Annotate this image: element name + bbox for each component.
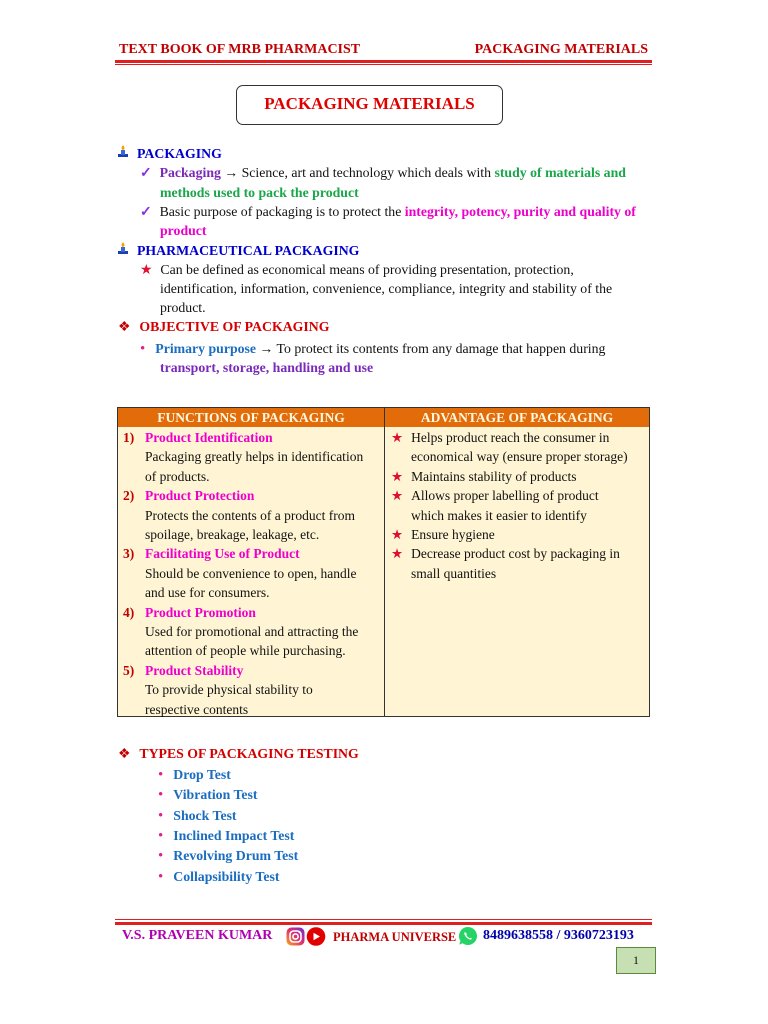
function-title <box>123 486 254 505</box>
star-icon: ★ <box>391 468 404 484</box>
packaging-item-2-cont: product <box>160 223 207 238</box>
advantage-text: Decrease product cost by packaging in <box>411 546 620 562</box>
testing-item <box>158 765 231 786</box>
arrow: → <box>259 341 274 356</box>
function-name: Product Protection <box>145 488 255 504</box>
function-number: 1) <box>123 430 135 445</box>
header-rule <box>115 60 652 63</box>
highlight-text: integrity, potency, purity and quality of <box>404 204 636 219</box>
bullet-icon: • <box>140 341 146 357</box>
function-number: 5) <box>123 662 135 678</box>
testing-item-label: Inclined Impact Test <box>173 827 295 843</box>
packaging-item-1 <box>140 163 626 183</box>
testing-item-label: Shock Test <box>173 807 237 823</box>
bullet-icon: • <box>158 787 164 804</box>
check-icon: ✓ <box>140 204 152 219</box>
col-header-functions: FUNCTIONS OF PACKAGING <box>157 410 345 425</box>
bullet-icon: • <box>158 868 164 885</box>
function-name: Product Stability <box>145 662 244 678</box>
function-number: 4) <box>123 604 135 620</box>
advantage-text: Helps product reach the consumer in <box>411 430 610 445</box>
function-number: 3) <box>123 546 135 562</box>
advantage-item: small quantities <box>411 565 497 581</box>
testing-item <box>158 846 298 867</box>
function-description: To provide physical stability to <box>145 682 313 698</box>
advantage-text: Allows proper labelling of product <box>411 488 599 504</box>
pharma-line-3: product. <box>160 300 206 315</box>
function-name: Product Identification <box>145 430 273 445</box>
testing-item <box>158 826 294 847</box>
bullet-icon: • <box>158 807 164 824</box>
testing-item <box>158 785 257 806</box>
section-heading: OBJECTIVE OF PACKAGING <box>139 319 330 334</box>
definition-text: Science, art and technology which deals with <box>241 165 492 180</box>
advantage-item: economical way (ensure proper storage) <box>411 449 628 465</box>
section-heading: PHARMACEUTICAL PACKAGING <box>137 243 360 258</box>
body-text: To protect its contents from any damage that happen during <box>276 341 606 356</box>
section-objective <box>118 317 329 337</box>
packaging-item-1-cont: methods used to pack the product <box>160 185 359 200</box>
function-description: Packaging greatly helps in identification <box>145 449 364 465</box>
function-name: Facilitating Use of Product <box>145 546 300 562</box>
testing-item-label: Collapsibility Test <box>173 868 280 884</box>
advantage-item <box>391 525 495 544</box>
instagram-icon[interactable] <box>286 927 305 946</box>
function-name: Product Promotion <box>145 604 256 620</box>
star-icon: ★ <box>391 527 404 542</box>
function-description: and use for consumers. <box>145 585 270 601</box>
check-icon: ✓ <box>140 165 152 180</box>
advantage-item <box>391 428 609 447</box>
footer-rule <box>115 922 652 925</box>
testing-item <box>158 806 237 827</box>
footer-channel: PHARMA UNIVERSE <box>333 930 457 944</box>
packaging-table <box>117 407 650 717</box>
star-icon: ★ <box>391 488 404 504</box>
testing-item-label: Vibration Test <box>173 787 258 803</box>
function-description: spoilage, breakage, leakage, etc. <box>145 527 320 542</box>
arrow: → <box>224 165 239 180</box>
footer-rule-thin <box>115 919 652 920</box>
testing-item <box>158 867 279 888</box>
header-chapter-title: PACKAGING MATERIALS <box>474 42 648 57</box>
pharma-line-2: identification, information, convenience, compliance, integrity and stability of the <box>160 281 613 296</box>
testing-item-label: Revolving Drum Test <box>173 848 299 864</box>
bullet-icon: • <box>158 767 164 783</box>
advantage-text: Maintains stability of products <box>411 468 577 484</box>
bullet-icon: • <box>158 827 164 844</box>
diamond-icon: ❖ <box>118 746 131 761</box>
testing-item-label: Drop Test <box>173 767 231 782</box>
function-title <box>123 603 256 622</box>
section-heading: PACKAGING <box>137 146 222 161</box>
header-book-title: TEXT BOOK OF MRB PHARMACIST <box>119 42 361 57</box>
body-text: Can be defined as economical means of providing presentation, protection, <box>160 262 574 277</box>
advantage-item <box>391 486 599 505</box>
definition-text: Basic purpose of packaging is to protect the <box>159 204 402 219</box>
section-packaging <box>117 144 222 164</box>
function-description: attention of people while purchasing. <box>145 643 346 659</box>
diamond-icon: ❖ <box>118 319 131 334</box>
function-description: respective contents <box>145 701 249 717</box>
whatsapp-icon[interactable] <box>458 926 478 946</box>
advantage-item <box>391 467 576 486</box>
term: Primary purpose <box>155 341 257 356</box>
highlight-text: study of materials and <box>494 165 626 180</box>
section-testing <box>118 744 359 764</box>
function-title <box>123 428 273 447</box>
star-icon: ★ <box>391 546 404 562</box>
pharma-line-1 <box>140 260 574 280</box>
advantage-item <box>391 544 620 563</box>
function-title <box>123 661 243 680</box>
advantage-item: which makes it easier to identify <box>411 507 587 523</box>
function-description: Used for promotional and attracting the <box>145 624 359 639</box>
bullet-icon: • <box>158 848 164 865</box>
objective-line-2: transport, storage, handling and use <box>160 360 374 375</box>
star-icon: ★ <box>391 430 404 445</box>
page-number: 1 <box>616 947 656 974</box>
page-title: PACKAGING MATERIALS <box>236 85 503 125</box>
header-rule-thin <box>115 64 652 65</box>
candle-icon <box>117 241 129 261</box>
youtube-icon[interactable] <box>306 927 326 946</box>
candle-icon <box>117 144 129 164</box>
section-pharmaceutical-packaging <box>117 241 359 261</box>
footer-phone: 8489638558 / 9360723193 <box>483 928 634 943</box>
term: Packaging <box>159 165 221 180</box>
advantage-text: Ensure hygiene <box>411 527 495 542</box>
table-divider <box>384 408 385 716</box>
function-description: Protects the contents of a product from <box>145 507 355 523</box>
star-icon: ★ <box>140 262 153 277</box>
footer-author: V.S. PRAVEEN KUMAR <box>122 928 273 943</box>
function-title <box>123 544 300 563</box>
section-heading: TYPES OF PACKAGING TESTING <box>139 746 359 761</box>
col-header-advantages: ADVANTAGE OF PACKAGING <box>420 410 614 425</box>
function-description: Should be convenience to open, handle <box>145 565 357 581</box>
objective-line-1 <box>140 339 605 360</box>
function-number: 2) <box>123 488 135 504</box>
packaging-item-2 <box>140 202 636 222</box>
function-description: of products. <box>145 468 210 484</box>
